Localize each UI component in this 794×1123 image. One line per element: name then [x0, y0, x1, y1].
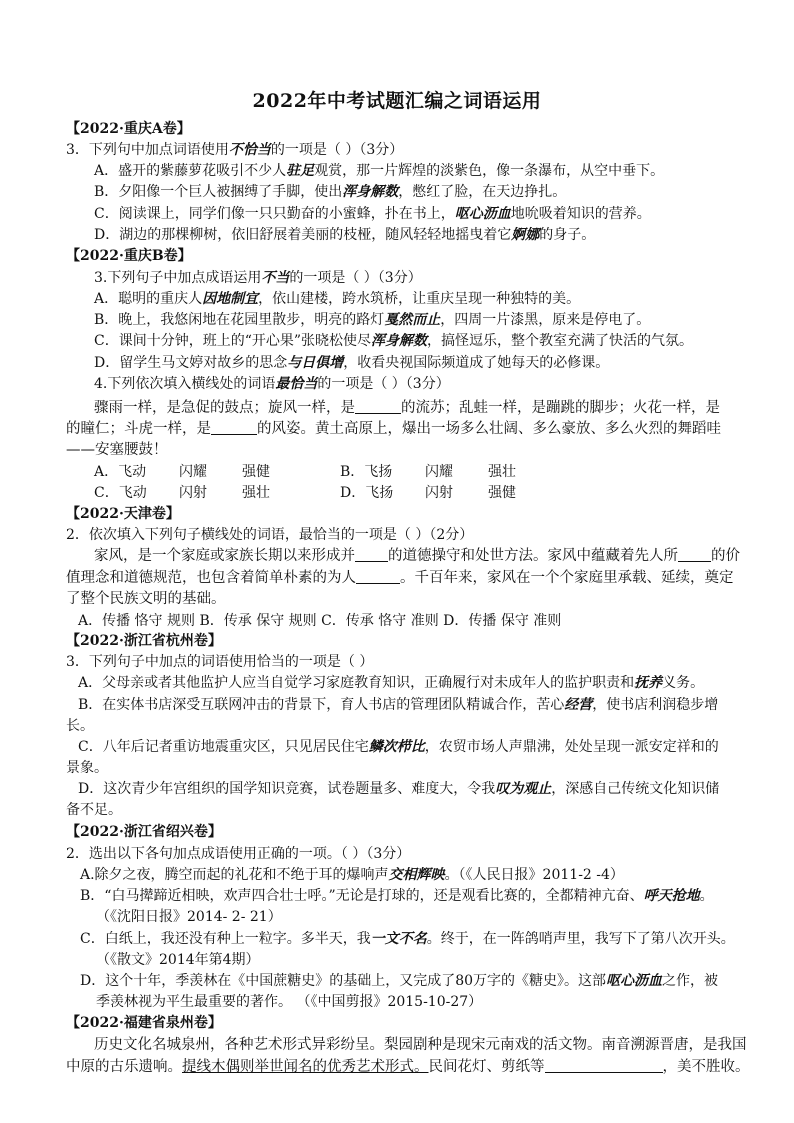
option-d-cont: 备不足。: [66, 802, 122, 818]
question-stem: 3．下列句子中加点的词语使用恰当的一项是（ ）: [66, 654, 374, 670]
option-c: C．白纸上，我还没有种上一粒字。多半天，我一文不名。终于，在一阵鸽哨声里，我写下了第八次开头。: [80, 931, 735, 947]
option-d-cont: 季羡林视为平生最重要的著作。 （《中国剪报》2015-10-27）: [96, 994, 483, 1010]
option-b: B．夕阳像一个巨人被捆缚了手脚，使出浑身解数，憋红了脸，在天边挣扎。: [94, 184, 567, 200]
section-header-chongqing-a: 【2022·重庆A卷】: [66, 121, 191, 137]
option-b: B．“白马撵蹄近相映，欢声四合壮士呼。”无论是打球的，还是观看比赛的，全都精神亢奋、呼天抢地。: [80, 888, 714, 904]
options-row: A．传播 恪守 规则 B．传承 保守 规则 C．传承 恪守 准则 D．传播 保守 准则: [78, 613, 562, 629]
passage-line: ——安塞腰鼓！: [66, 442, 168, 458]
option-b: B．飞扬 闪耀 强壮: [340, 464, 516, 480]
question-stem: 3.下列句子中加点成语运用不当的一项是（ ）（3分）: [94, 270, 422, 286]
option-d: D．留学生马文婷对故乡的思念与日俱增，收看央视国际频道成了她每天的必修课。: [94, 355, 610, 371]
option-b-cont: 长。: [66, 718, 94, 734]
question-stem: 2．选出以下各句加点成语使用正确的一项。（ ）（3分）: [66, 846, 411, 862]
passage-line: 家风，是一个家庭或家族长期以来形成并 的道德操守和处世方法。家风中蕴藏着先人所 的价: [94, 548, 740, 564]
section-header-tianjin: 【2022·天津卷】: [66, 506, 180, 522]
option-c: C．八年后记者重访地震重灾区，只见居民住宅鳞次栉比，农贸市场人声鼎沸，处处呈现一派安定祥和的: [78, 739, 719, 755]
passage-line: 历史文化名城泉州，各种艺术形式异彩纷呈。梨园剧种是现宋元南戏的活文物。南音溯源晋唐，是我国: [94, 1037, 747, 1053]
option-c-source: （《散文》2014年第4期）: [96, 952, 260, 968]
question-stem: 3．下列句中加点词语使用不恰当的一项是（ ）（3分）: [66, 142, 404, 158]
option-a: A.除夕之夜，腾空而起的礼花和不绝于耳的爆响声交相辉映。（《人民日报》2011-2 -4）: [80, 867, 624, 883]
section-header-shaoxing: 【2022·浙江省绍兴卷】: [66, 824, 222, 840]
section-header-hangzhou: 【2022·浙江省杭州卷】: [66, 633, 222, 649]
fill-blank: [545, 1058, 663, 1073]
passage-line: 的瞳仁；斗虎一样，是 的风姿。黄土高原上，爆出一场多么壮阔、多么豪放、多么火烈的舞蹈哇: [66, 421, 721, 437]
section-header-quanzhou: 【2022·福建省泉州卷】: [66, 1015, 222, 1031]
option-c: C．飞动 闪射 强壮: [94, 485, 270, 501]
passage-line: 中原的古乐遗响。提线木偶则举世闻名的优秀艺术形式。民间花灯、剪纸等 ，美不胜收。: [66, 1059, 750, 1075]
option-b-source: （《沈阳日报》2014- 2- 21）: [96, 909, 282, 925]
passage-line: 骤雨一样，是急促的鼓点；旋风一样，是 的流苏；乱蛙一样，是蹦跳的脚步；火花一样，是: [94, 400, 720, 416]
page-title: 2022年中考试题汇编之词语运用: [252, 90, 542, 112]
option-b: B．晚上，我悠闲地在花园里散步，明亮的路灯戛然而止，四周一片漆黑，原来是停电了。: [94, 312, 651, 328]
question-stem: 2．依次填入下列句子横线处的词语，最恰当的一项是（ ）（2分）: [66, 527, 474, 543]
underlined-sentence: 提线木偶则举世闻名的优秀艺术形式。: [182, 1059, 429, 1075]
option-d: D．这次青少年宫组织的国学知识竞赛，试卷题量多、难度大，令我叹为观止，深感自己传统文化知识储: [78, 781, 720, 797]
question-stem: 4.下列依次填入横线处的词语最恰当的一项是（ ）（3分）: [94, 376, 450, 392]
option-a: A．飞动 闪耀 强健: [94, 464, 270, 480]
option-d: D．湖边的那棵柳树，依旧舒展着美丽的枝桠，随风轻轻地摇曳着它婀娜的身子。: [94, 227, 596, 243]
section-header-chongqing-b: 【2022·重庆B卷】: [66, 248, 192, 264]
fill-blank: [355, 399, 401, 414]
option-c-cont: 景象。: [66, 760, 108, 776]
option-b: B．在实体书店深受互联网冲击的背景下，育人书店的管理团队精诚合作，苦心经营，使书店利润稳步增: [78, 697, 719, 713]
option-d: D．飞扬 闪射 强健: [340, 485, 516, 501]
option-d: D．这个十年，季羡林在《中国蔗糖史》的基础上，又完成了80万字的《糖史》。这部呕心沥血之作，被: [80, 973, 719, 989]
fill-blank: [678, 547, 711, 562]
option-a: A．聪明的重庆人因地制宜，依山建楼，跨水筑桥，让重庆呈现一种独特的美。: [94, 291, 581, 307]
option-a: A．父母亲或者其他监护人应当自觉学习家庭教育知识，正确履行对未成年人的监护职责和抚养义务。: [78, 675, 705, 691]
passage-line: 了整个民族文明的基础。: [66, 591, 226, 607]
passage-line: 值理念和道德规范，也包含着简单朴素的为人 。千百年来，家风在一个个家庭里承载、延续，奠定: [66, 570, 734, 586]
fill-blank: [356, 569, 400, 584]
option-c: C．阅读课上，同学们像一只只勤奋的小蜜蜂，扑在书上，呕心沥血地吮吸着知识的营养。: [94, 206, 651, 222]
fill-blank: [355, 547, 388, 562]
option-a: A．盛开的紫藤萝花吸引不少人驻足观赏，那一片辉煌的淡紫色，像一条瀑布，从空中垂下。: [94, 163, 665, 179]
option-c: C．课间十分钟，班上的“开心果”张晓松使尽浑身解数，搞怪逗乐，整个教室充满了快活的气氛。: [94, 333, 694, 349]
fill-blank: [211, 420, 257, 435]
